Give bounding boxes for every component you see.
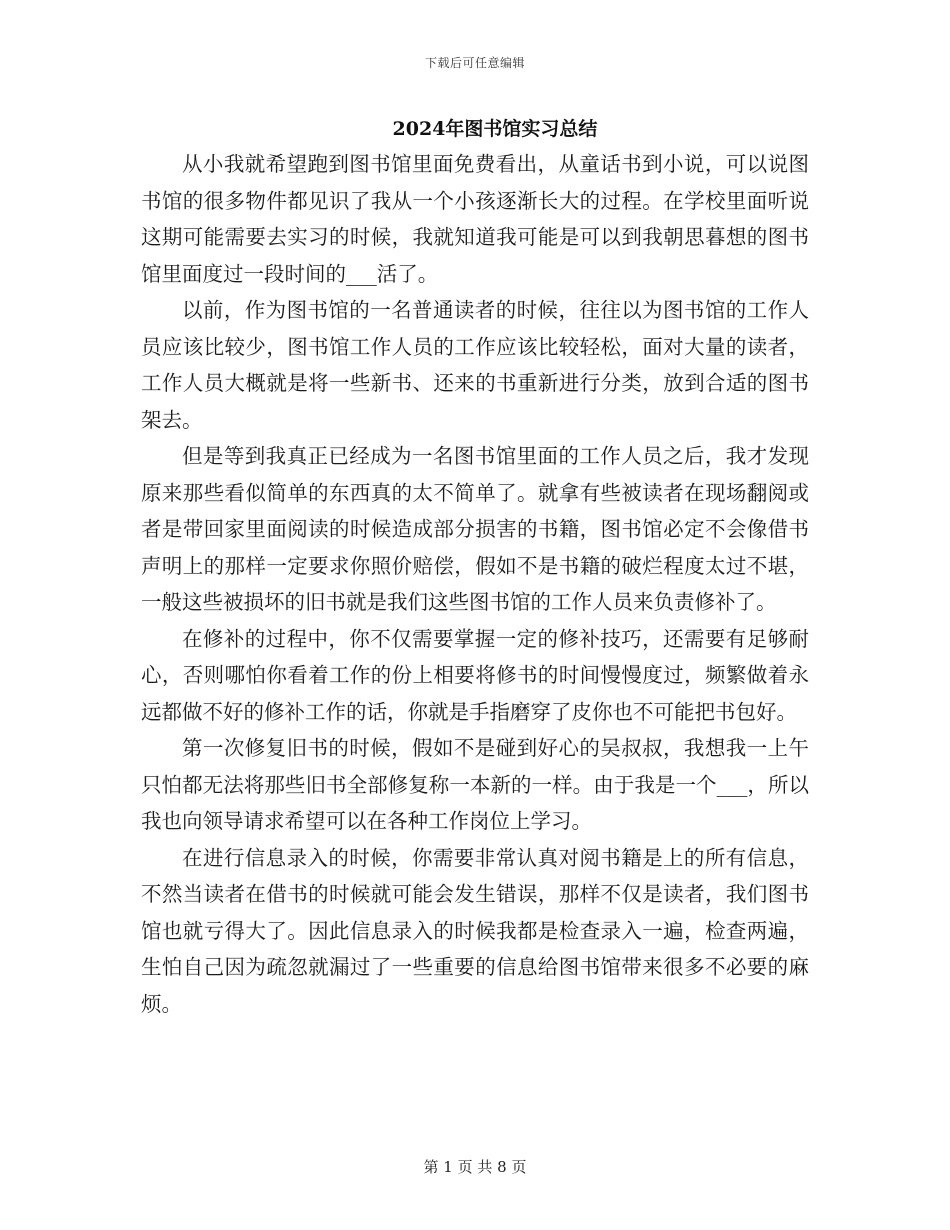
paragraph: 以前，作为图书馆的一名普通读者的时候，往往以为图书馆的工作人员应该比较少，图书馆工作人员的工作应该比较轻松，面对大量的读者，工作人员大概就是将一些新书、还来的书重新进行分类，放到合适的图书架去。 <box>141 298 809 432</box>
document-title: 2024年图书馆实习总结 <box>392 118 598 140</box>
header-note: 下载后可任意编辑 <box>424 56 525 70</box>
paragraph: 在进行信息录入的时候，你需要非常认真对阅书籍是上的所有信息，不然当读者在借书的时候就可能会发生错误，那样不仅是读者，我们图书馆也就亏得大了。因此信息录入的时候我都是检查录入一遍，检查两遍，生怕自己因为疏忽就漏过了一些重要的信息给图书馆带来很多不必要的麻烦。 <box>141 845 809 1016</box>
document-body <box>141 146 809 1022</box>
paragraph: 从小我就希望跑到图书馆里面免费看出，从童话书到小说，可以说图书馆的很多物件都见识了我从一个小孩逐渐长大的过程。在学校里面听说这期可能需要去实习的时候，我就知道我可能是可以到我朝思暮想的图书馆里面度过一段时间的___活了。 <box>141 152 809 286</box>
paragraph: 在修补的过程中，你不仅需要掌握一定的修补技巧，还需要有足够耐心，否则哪怕你看着工作的份上相要将修书的时间慢慢度过，频繁做着永远都做不好的修补工作的话，你就是手指磨穿了皮你也不可能把书包好。 <box>141 626 809 724</box>
paragraph: 第一次修复旧书的时候，假如不是碰到好心的吴叔叔，我想我一上午只怕都无法将那些旧书全部修复称一本新的一样。由于我是一个___，所以我也向领导请求希望可以在各种工作岗位上学习。 <box>141 736 809 833</box>
page-number: 第 1 页 共 8 页 <box>423 1158 527 1176</box>
paragraph: 但是等到我真正已经成为一名图书馆里面的工作人员之后，我才发现原来那些看似简单的东西真的太不简单了。就拿有些被读者在现场翻阅或者是带回家里面阅读的时候造成部分损害的书籍，图书馆必定不会像借书声明上的那样一定要求你照价赔偿，假如不是书籍的破烂程度太过不堪，一般这些被损坏的旧书就是我们这些图书馆的工作人员来负责修补了。 <box>141 444 809 614</box>
